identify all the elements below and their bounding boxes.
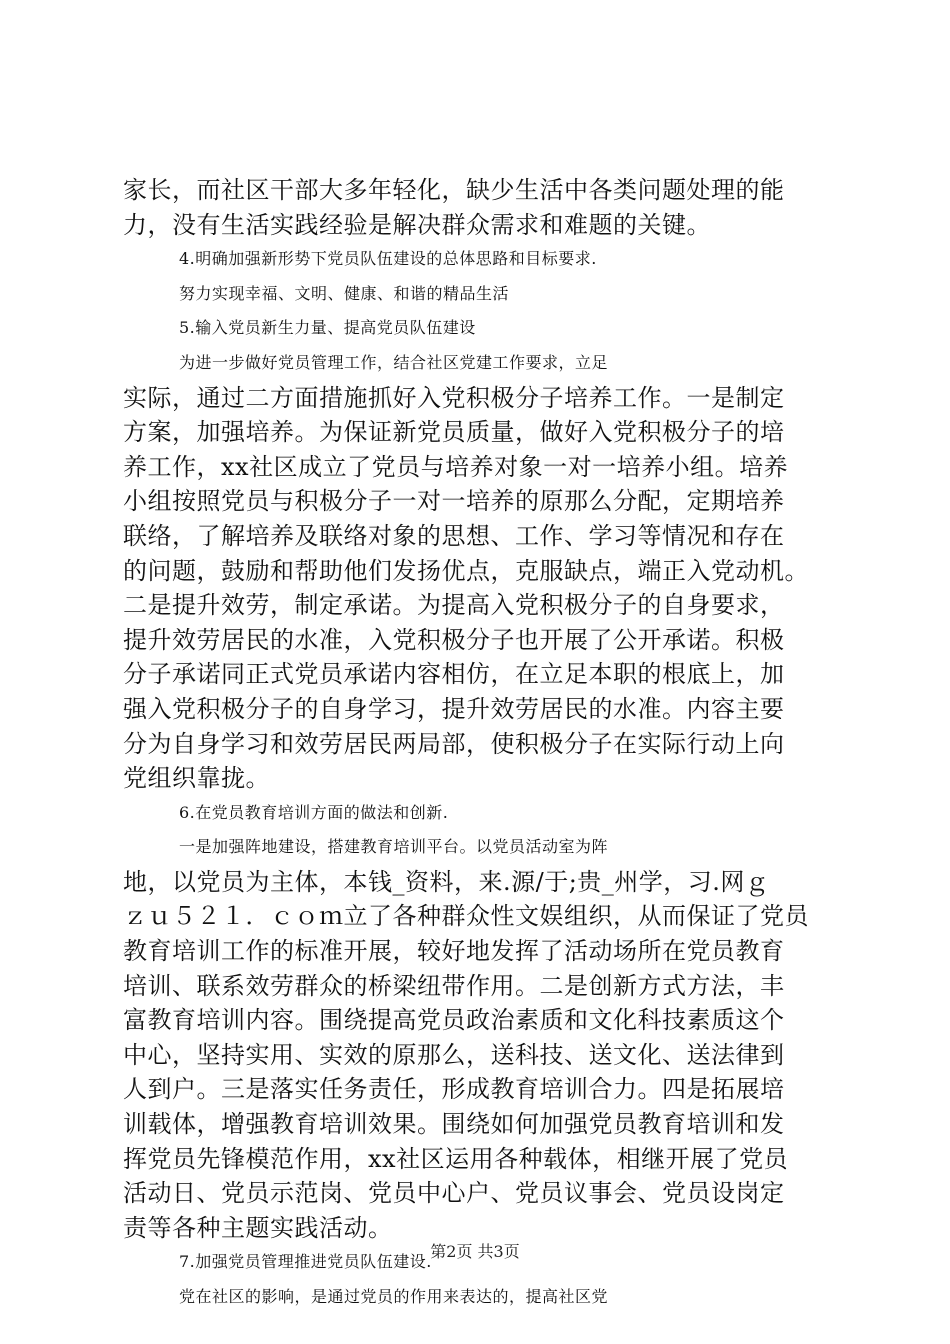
text-line: 地，以党员为主体，本钱_资料，来.源/于;贵_州学，习.网ｇ [123, 867, 770, 896]
text-line: 培训、联系效劳群众的桥梁纽带作用。二是创新方式方法，丰 [123, 971, 785, 1000]
text-line: ｚｕ５２１．ｃｏｍ立了各种群众性文娱组织，从而保证了党员 [123, 902, 809, 931]
text-line: 小组按照党员与积极分子一对一培养的原那么分配，定期培养 [123, 487, 785, 516]
text-line: 4.明确加强新形势下党员队伍建设的总体思路和目标要求. [179, 249, 597, 269]
text-line: 中心，坚持实用、实效的原那么，送科技、送文化、送法律到 [123, 1040, 785, 1069]
text-line: 养工作，xx社区成立了党员与培养对象一对一培养小组。培养 [123, 452, 789, 481]
text-line: 为进一步做好党员管理工作，结合社区党建工作要求，立足 [179, 352, 609, 372]
text-line: 挥党员先锋模范作用，xx社区运用各种载体，相继开展了党员 [123, 1144, 789, 1173]
text-line: 党在社区的影响，是通过党员的作用来表达的，提高社区党 [179, 1287, 609, 1306]
document-body [123, 173, 843, 1315]
text-line: 二是提升效劳，制定承诺。为提高入党积极分子的自身要求， [123, 591, 785, 620]
page-number-footer: 第2页 共3页 [430, 1242, 520, 1261]
text-line: 提升效劳居民的水准，入党积极分子也开展了公开承诺。积极 [123, 625, 785, 654]
text-line: 一是加强阵地建设，搭建教育培训平台。以党员活动室为阵 [179, 837, 609, 857]
text-line: 强入党积极分子的自身学习，提升效劳居民的水准。内容主要 [123, 694, 785, 723]
text-line: 6.在党员教育培训方面的做法和创新. [179, 802, 449, 822]
text-line: 的问题，鼓励和帮助他们发扬优点，克服缺点，端正入党动机。 [123, 556, 809, 585]
text-line: 人到户。三是落实任务责任，形成教育培训合力。四是拓展培 [123, 1075, 785, 1104]
text-line: 责等各种主题实践活动。 [123, 1213, 393, 1242]
text-line: 活动日、党员示范岗、党员中心户、党员议事会、党员设岗定 [123, 1179, 785, 1208]
text-line: 党组织靠拢。 [123, 764, 270, 793]
text-line: 训载体，增强教育培训效果。围绕如何加强党员教育培训和发 [123, 1110, 785, 1139]
text-line: 富教育培训内容。围绕提高党员政治素质和文化科技素质这个 [123, 1006, 785, 1035]
text-line: 力，没有生活实践经验是解决群众需求和难题的关键。 [123, 210, 711, 239]
text-line: 家长，而社区干部大多年轻化，缺少生活中各类问题处理的能 [123, 176, 785, 204]
text-line: 实际，通过二方面措施抓好入党积极分子培养工作。一是制定 [123, 383, 785, 412]
text-line: 分子承诺同正式党员承诺内容相仿，在立足本职的根底上，加 [123, 660, 785, 689]
text-line: 分为自身学习和效劳居民两局部，使积极分子在实际行动上向 [123, 729, 785, 758]
text-line: 7.加强党员管理推进党员队伍建设. [179, 1252, 432, 1272]
text-line: 5.输入党员新生力量、提高党员队伍建设 [179, 318, 476, 338]
text-line: 教育培训工作的标准开展，较好地发挥了活动场所在党员教育 [123, 937, 785, 966]
text-line: 联络，了解培养及联络对象的思想、工作、学习等情况和存在 [123, 521, 785, 550]
text-line: 方案，加强培养。为保证新党员质量，做好入党积极分子的培 [123, 418, 785, 447]
text-line: 努力实现幸福、文明、健康、和谐的精品生活 [179, 283, 510, 303]
